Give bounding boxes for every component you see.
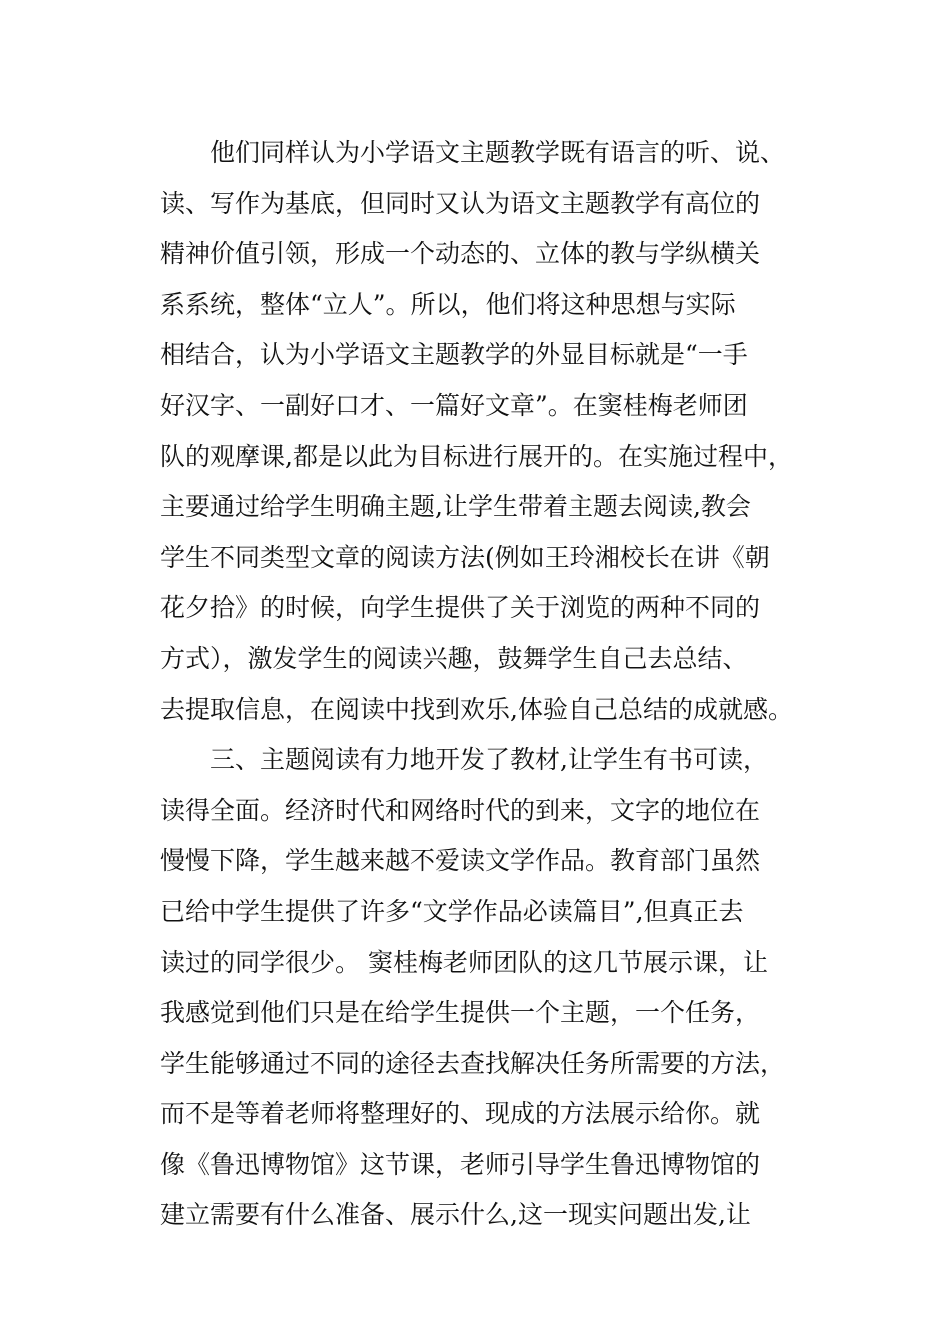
text-line: 读过的同学很少。 窦桂梅老师团队的这几节展示课，让 <box>160 947 768 977</box>
text-line: 他们同样认为小学语文主题教学既有语言的听、说、 <box>160 138 786 167</box>
text-line: 队的观摩课,都是以此为目标进行展开的。在实施过程中， <box>160 441 793 471</box>
text-line: 精神价值引领，形成一个动态的、立体的教与学纵横关 <box>160 239 761 269</box>
text-line: 已给中学生提供了许多“文学作品必读篇目”,但真正去 <box>160 896 744 926</box>
text-line: 方式），激发学生的阅读兴趣，鼓舞学生自己去总结、 <box>160 643 748 673</box>
text-line: 像《鲁迅博物馆》这节课，老师引导学生鲁迅博物馆的 <box>160 1149 761 1179</box>
document-body <box>160 128 820 1241</box>
text-line: 读得全面。经济时代和网络时代的到来，文字的地位在 <box>160 795 761 825</box>
text-line: 而不是等着老师将整理好的、现成的方法展示给你。就 <box>160 1099 761 1129</box>
text-line: 去提取信息，在阅读中找到欢乐,体验自己总结的成就感。 <box>160 694 793 724</box>
text-line: 三、主题阅读有力地开发了教材,让学生有书可读， <box>160 745 768 775</box>
text-line: 好汉字、一副好口才、一篇好文章”。在窦桂梅老师团 <box>160 390 748 420</box>
text-line: 我感觉到他们只是在给学生提供一个主题，一个任务， <box>160 998 761 1028</box>
text-line: 慢慢下降，学生越来越不爱读文学作品。教育部门虽然 <box>160 846 761 876</box>
text-line: 学生能够通过不同的途径去查找解决任务所需要的方法， <box>160 1048 786 1078</box>
text-line: 读、写作为基底，但同时又认为语文主题教学有高位的 <box>160 188 761 218</box>
text-line: 建立需要有什么准备、展示什么,这一现实问题出发,让 <box>160 1200 751 1230</box>
text-line: 主要通过给学生明确主题,让学生带着主题去阅读,教会 <box>160 492 751 522</box>
text-line: 相结合，认为小学语文主题教学的外显目标就是“一手 <box>160 340 748 370</box>
text-line: 学生不同类型文章的阅读方法(例如王玲湘校长在讲《朝 <box>160 542 770 572</box>
text-line: 花夕拾》的时候，向学生提供了关于浏览的两种不同的 <box>160 593 761 623</box>
text-line: 系系统，整体“立人”。所以，他们将这种思想与实际 <box>160 289 736 319</box>
